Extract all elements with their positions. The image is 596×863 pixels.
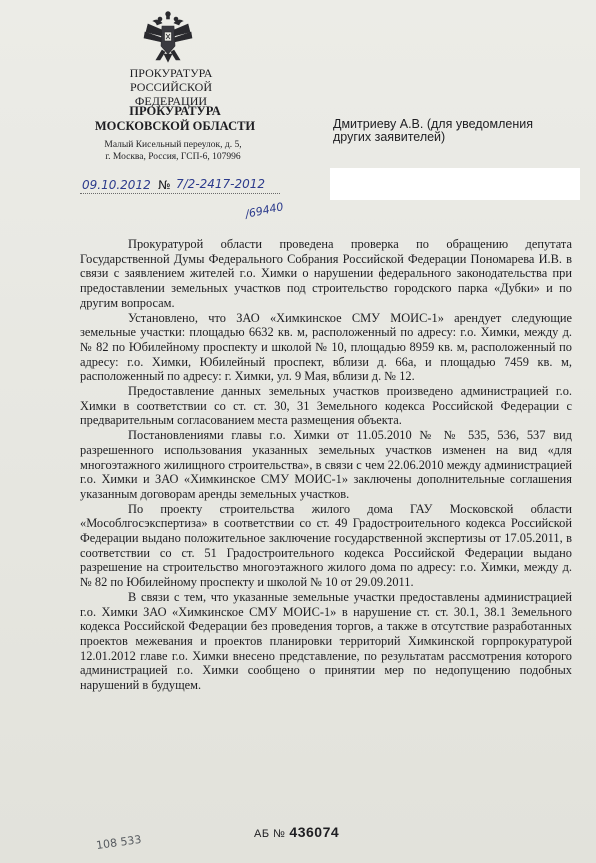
serial-prefix: АБ № (254, 828, 286, 840)
recipient-line-1: Дмитриеву А.В. (для уведомления (333, 117, 533, 131)
paragraph-1: Прокуратурой области проведена проверка по обращению депутата Государственной Думы Федерального Собрания Российской Федерации Пономарева И.В. в связи с заявлением жителей г.о. Химки о нарушении федерального законодательства при предоставлении земельных участков под строительство городского парка «Дубки» и по другим вопросам. (80, 237, 572, 310)
paragraph-6: В связи с тем, что указанные земельные участки предоставлены администрацией г.о. Химки ЗАО «Химкинское СМУ МОИС-1» в нарушение ст. ст. 30.1, 38.1 Земельного кодекса Российской Федерации без проведения торгов, а также в отсутствие разработанных проектов межевания и проектов планировки территорий Химкинской горпрокуратурой 12.01.2012 главе г.о. Химки внесено представление, по результатам рассмотрения которого администрацией г.о. Химки сообщено о принятии мер по недопущению подобных нарушений в будущем. (80, 589, 572, 693)
number-sign: № (158, 178, 171, 192)
region-line-2: МОСКОВСКОЙ ОБЛАСТИ (94, 119, 256, 133)
handwritten-reference-number: /69440 (244, 200, 285, 221)
address-line-1: Малый Кисельный переулок, д. 5, (104, 140, 242, 150)
redacted-area (330, 168, 580, 200)
recipient-block (333, 118, 583, 144)
paragraph-4: Постановлениями главы г.о. Химки от 11.05.2010 № № 535, 536, 537 вид разрешенного использования указанных земельных участков изменен на вид «для многоэтажного жилищного строительства», в связи с чем 22.06.2010 между администрацией г.о. Химки и ЗАО «Химкинское СМУ МОИС-1» заключены дополнительные соглашения указанным договорам аренды земельных участков. (80, 428, 572, 501)
serial-number: 436074 (289, 824, 340, 840)
address-line-2: г. Москва, Россия, ГСП-6, 107996 (105, 152, 241, 162)
letter-body (80, 237, 572, 693)
recipient-line-2: других заявителей) (333, 130, 446, 144)
regional-office-header (90, 104, 260, 134)
office-address (84, 139, 262, 163)
org-line-2: РОССИЙСКОЙ ФЕДЕРАЦИИ (129, 80, 212, 108)
handwritten-registration-number: 7/2-2417-2012 (176, 177, 266, 191)
paragraph-2: Установлено, что ЗАО «Химкинское СМУ МОИС-1» арендует следующие земельные участки: площадью 6632 кв. м, расположенный по адресу: г.о. Химки, между д. № 82 по Юбилейному проспекту и школой № 10, площадью 8959 кв. м, расположенный по адресу: г.о. Химки, Юбилейный проспект, вблизи д. 66а, и площадью 7459 кв. м, расположенный по адресу: г. Химки, ул. 9 Мая, вблизи д. № 12. (80, 310, 572, 384)
handwritten-date: 09.10.2012 (82, 178, 151, 192)
org-line-1: ПРОКУРАТУРА (129, 66, 213, 80)
paragraph-5: По проекту строительства жилого дома ГАУ Московской области «Мособлгосэкспертиза» в соответствии со ст. 49 Градостроительного кодекса Российской Федерации выдано положительное заключение государственной экспертизы от 17.05.2011, в соответствии со ст. 51 Градостроительного кодекса Российской Федерации выдано разрешение на строительство многоэтажного жилого дома по адресу: г.о. Химки, между д. № 82 по Юбилейному проспекту и школой № 10 от 29.09.2011. (80, 501, 572, 590)
prosecutor-office-header (96, 66, 246, 108)
registration-underline (80, 193, 280, 194)
double-headed-eagle-emblem (142, 10, 194, 64)
paragraph-3: Предоставление данных земельных участков произведено администрацией г.о. Химки в соответствии со ст. ст. 30, 31 Земельного кодекса Российской Федерации с предварительным согласованием места размещения объекта. (80, 384, 572, 428)
region-line-1: ПРОКУРАТУРА (129, 104, 221, 118)
handwritten-mark: 108 533 (95, 832, 143, 853)
form-serial-number (254, 824, 339, 840)
